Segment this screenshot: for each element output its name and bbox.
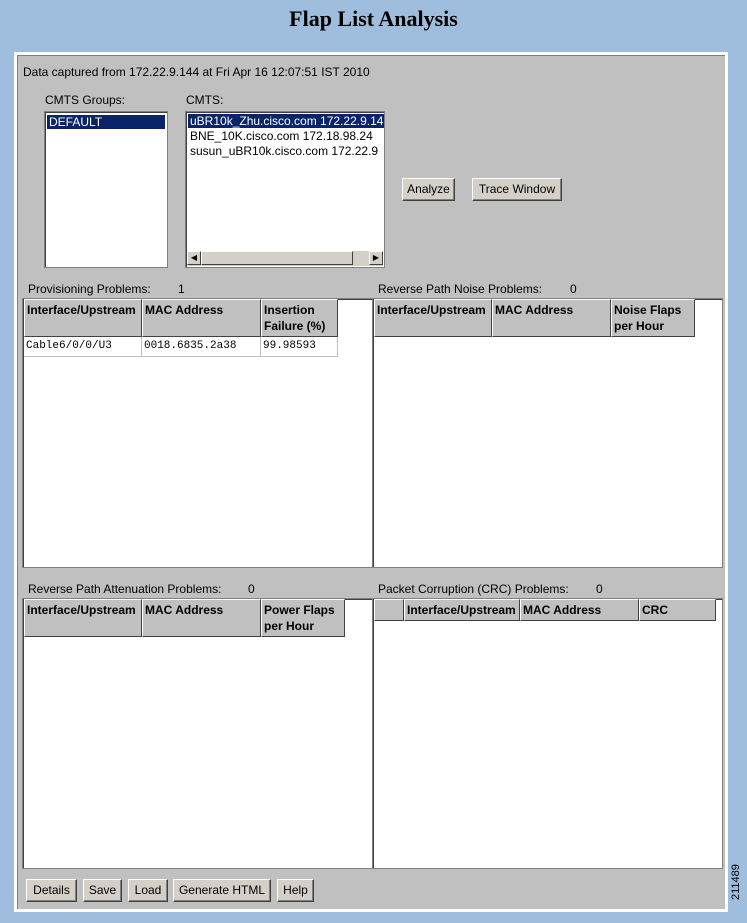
crc-count: 0 xyxy=(596,582,603,596)
main-panel xyxy=(14,52,728,912)
help-button[interactable]: Help xyxy=(277,879,314,902)
page-title: Flap List Analysis xyxy=(289,6,458,31)
column-header[interactable]: Insertion Failure (%) xyxy=(261,299,338,337)
provisioning-label: Provisioning Problems: xyxy=(28,282,151,296)
provisioning-count: 1 xyxy=(178,282,185,296)
noise-label: Reverse Path Noise Problems: xyxy=(378,282,543,296)
column-header[interactable]: Interface/Upstream xyxy=(374,299,492,337)
analyze-button[interactable]: Analyze xyxy=(402,178,455,201)
table-cell[interactable]: 0018.6835.2a38 xyxy=(142,337,261,357)
crc-label: Packet Corruption (CRC) Problems: xyxy=(378,582,569,596)
scroll-left-arrow-icon[interactable]: ◀ xyxy=(187,251,201,265)
column-header[interactable]: CRC xyxy=(639,599,716,621)
column-header[interactable]: MAC Address xyxy=(492,299,611,337)
cmts-list[interactable] xyxy=(185,111,385,268)
attenuation-label: Reverse Path Attenuation Problems: xyxy=(28,582,222,596)
details-button[interactable]: Details xyxy=(26,879,77,902)
column-header[interactable]: MAC Address xyxy=(142,299,261,337)
cmts-item-zhu[interactable]: uBR10k_Zhu.cisco.com 172.22.9.14 xyxy=(190,114,384,128)
column-header[interactable]: Interface/Upstream xyxy=(24,599,142,637)
capture-info: Data captured from 172.22.9.144 at Fri Apr 16 12:07:51 IST 2010 xyxy=(23,65,370,79)
groups-label: CMTS Groups: xyxy=(45,93,126,107)
cmts-label: CMTS: xyxy=(186,93,224,107)
provisioning-table[interactable] xyxy=(22,298,373,568)
cmts-item-bne[interactable]: BNE_10K.cisco.com 172.18.98.24 xyxy=(190,129,373,143)
load-button[interactable]: Load xyxy=(128,879,168,902)
column-header[interactable]: Interface/Upstream xyxy=(24,299,142,337)
attenuation-count: 0 xyxy=(248,582,255,596)
column-header[interactable] xyxy=(374,599,404,621)
column-header[interactable]: Noise Flaps per Hour xyxy=(611,299,695,337)
table-cell[interactable]: Cable6/0/0/U3 xyxy=(24,337,142,357)
cmts-item-susun[interactable]: susun_uBR10k.cisco.com 172.22.9 xyxy=(190,144,379,158)
column-header[interactable]: Interface/Upstream xyxy=(404,599,520,621)
scroll-thumb[interactable] xyxy=(201,251,353,265)
noise-table[interactable] xyxy=(372,298,723,568)
table-cell[interactable]: 99.98593 xyxy=(261,337,338,357)
group-item-default[interactable]: DEFAULT xyxy=(47,115,165,129)
crc-table[interactable] xyxy=(372,598,723,869)
figure-number: 211489 xyxy=(730,864,742,900)
trace-window-button[interactable]: Trace Window xyxy=(472,178,562,201)
column-header[interactable]: MAC Address xyxy=(142,599,261,637)
column-header[interactable]: Power Flaps per Hour xyxy=(261,599,345,637)
column-header[interactable]: MAC Address xyxy=(520,599,639,621)
cmts-scrollbar[interactable] xyxy=(187,251,383,266)
scroll-right-arrow-icon[interactable]: ▶ xyxy=(369,251,383,265)
noise-count: 0 xyxy=(570,282,577,296)
attenuation-table[interactable] xyxy=(22,598,373,869)
generate-html-button[interactable]: Generate HTML xyxy=(173,879,271,902)
groups-list[interactable] xyxy=(44,111,168,268)
save-button[interactable]: Save xyxy=(83,879,122,902)
